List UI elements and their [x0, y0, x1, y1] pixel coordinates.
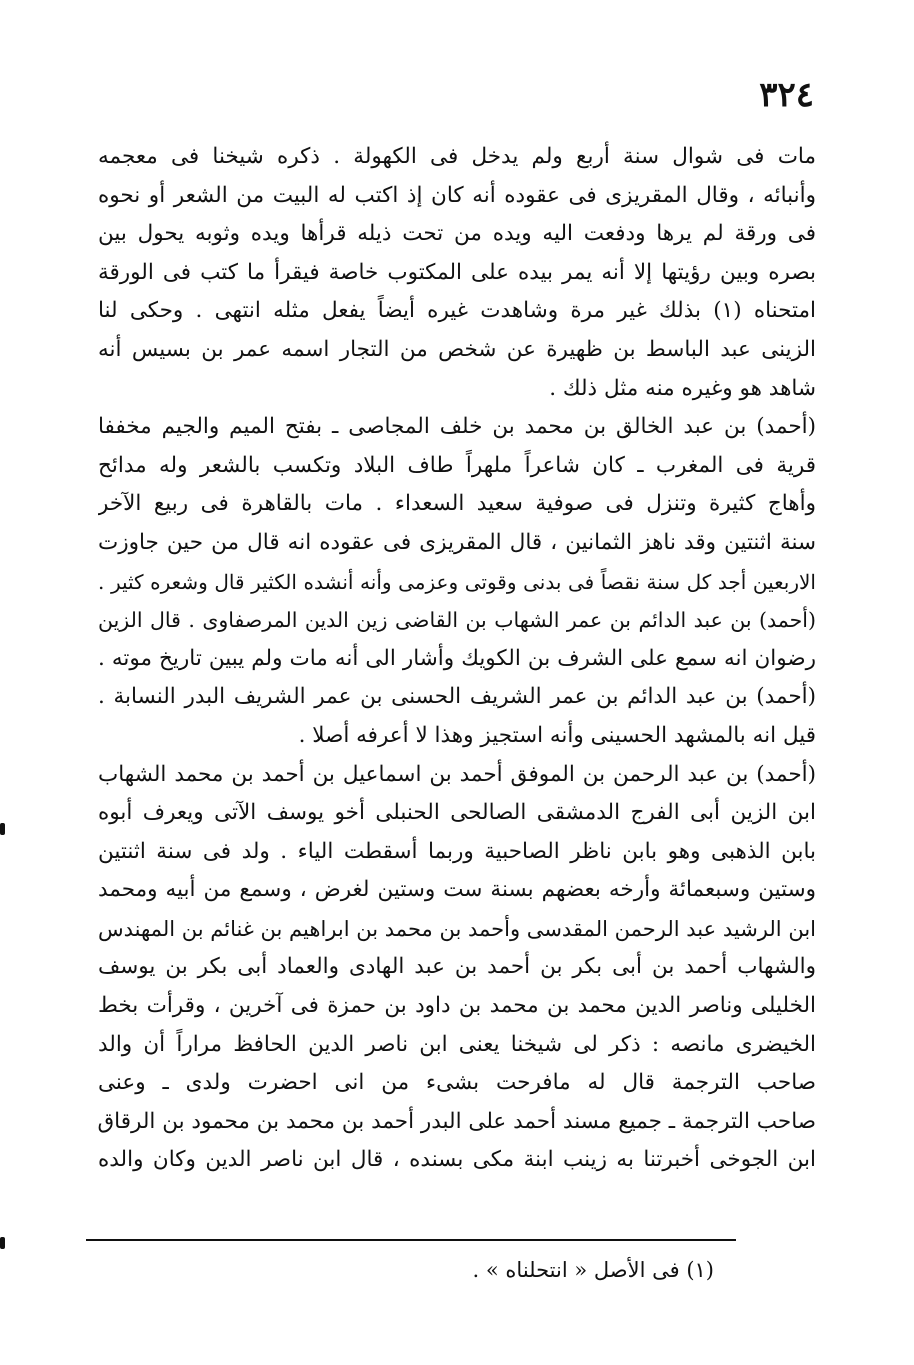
text-line: ابن الرشيد عبد الرحمن المقدسى وأحمد بن محمد بن ابراهيم بن غنائم بن المهندس — [98, 916, 816, 941]
text-line: مات فى شوال سنة أربع ولم يدخل فى الكهولة . ذكره شيخنا فى معجمه — [98, 144, 816, 169]
text-line: رضوان انه سمع على الشرف بن الكويك وأشار الى أنه مات ولم يبين تاريخ موته . — [98, 645, 816, 671]
scan-edge-mark — [0, 823, 5, 835]
text-line: الاربعين أجد كل سنة نقصاً فى بدنى وقوتى وعزمى وأنه أنشده الكثير قال وشعره كثير . — [98, 569, 816, 594]
text-line: وأنبائه ، وقال المقريزى فى عقوده أنه كان إذ اكتب له البيت من الشعر أو نحوه — [98, 182, 816, 208]
text-line: (أحمد) بن عبد الخالق بن محمد بن خلف المجاصى ـ بفتح الميم والجيم مخففا — [98, 414, 816, 440]
text-line: (أحمد) بن عبد الدائم بن عمر الشريف الحسنى بن عمر الشريف البدر النسابة . — [98, 684, 816, 710]
page-number: ٣٢٤ — [759, 75, 814, 115]
text-line: الخيضرى مانصه : ذكر لى شيخنا يعنى ابن ناصر الدين الحافظ مراراً أن والد — [98, 1031, 816, 1057]
text-line: قيل انه بالمشهد الحسينى وأنه استجيز وهذا لا أعرفه أصلا . — [298, 722, 816, 748]
main-text — [98, 138, 816, 1180]
text-line: (أحمد) بن عبد الرحمن بن الموفق أحمد بن اسماعيل بن أحمد بن محمد الشهاب — [98, 761, 816, 787]
text-line: والشهاب أحمد بن أبى بكر بن أحمد بن عبد الهادى والعماد أبى بكر بن يوسف — [98, 954, 816, 980]
text-line: فى ورقة لم يرها ودفعت اليه ويده من تحت ذيله قرأها ويده وثوبه يحول بين — [98, 221, 816, 247]
text-line: ابن الزين أبى الفرج الدمشقى الصالحى الحنبلى أخو يوسف الآتى ويعرف أبوه — [98, 800, 816, 826]
text-line: الخليلى وناصر الدين محمد بن محمد بن داود بن حمزة فى آخرين ، وقرأت بخط — [98, 993, 816, 1019]
text-line: بصره وبين رؤيتها إلا أنه يمر بيده على المكتوب خاصة فيقرأ ما كتب فى الورقة — [98, 259, 816, 285]
text-line: شاهد هو وغيره منه مثل ذلك . — [549, 375, 816, 401]
text-line: (أحمد) بن عبد الدائم بن عمر الشهاب بن القاضى زين الدين المرصفاوى . قال الزين — [98, 608, 816, 633]
text-line: بابن الذهبى وهو بابن ناظر الصاحبية وربما أسقطت الياء . ولد فى سنة اثنتين — [98, 838, 816, 864]
text-line: امتحناه (١) بذلك غير مرة وشاهدت غيره أيضاً يفعل مثله انتهى . وحكى لنا — [98, 298, 816, 324]
footnote-divider — [86, 1239, 736, 1241]
text-line: وستين وسبعمائة وأرخه بعضهم بسنة ست وستين لغرض ، وسمع من أبيه ومحمد — [98, 877, 816, 903]
text-line: صاحب الترجمة ـ جميع مسند أحمد على البدر أحمد بن محمد بن محمود بن الرقاق — [98, 1108, 816, 1134]
text-line: سنة اثنتين وقد ناهز الثمانين ، قال المقريزى فى عقوده انه قال من حين جاوزت — [98, 529, 816, 555]
scan-edge-mark — [0, 1237, 5, 1249]
text-line: صاحب الترجمة قال له مافرحت بشىء من انى احضرت ولدى ـ وعنى — [98, 1070, 816, 1096]
footnote: (١) فى الأصل « انتحلناه » . — [472, 1258, 714, 1282]
text-line: وأهاج كثيرة وتنزل فى صوفية سعيد السعداء . مات بالقاهرة فى ربيع الآخر — [98, 491, 816, 517]
text-line: قرية فى المغرب ـ كان شاعراً ملهراً طاف البلاد وتكسب بالشعر وله مدائح — [98, 452, 816, 478]
text-line: الزينى عبد الباسط بن ظهيرة عن شخص من التجار اسمه عمر بن بسيس أنه — [98, 336, 816, 362]
text-line: ابن الجوخى أخبرتنا به زينب ابنة مكى بسنده ، قال ابن ناصر الدين وكان والده — [98, 1147, 816, 1173]
